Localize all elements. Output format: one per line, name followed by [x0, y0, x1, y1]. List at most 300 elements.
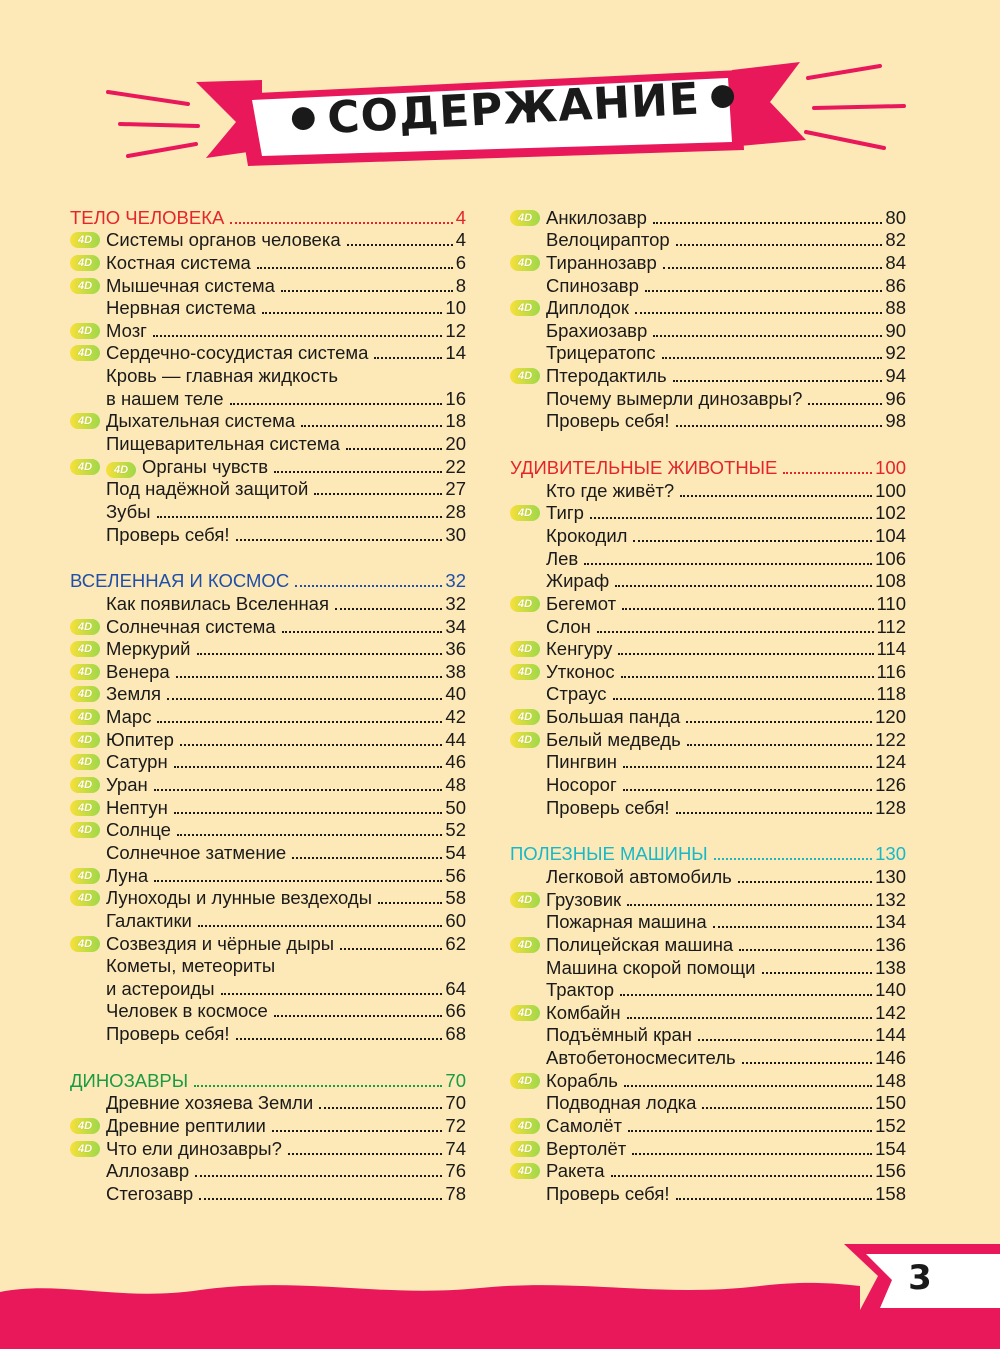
item-title: Кто где живёт?	[546, 479, 675, 501]
toc-item[interactable]	[70, 660, 466, 683]
item-title: Кенгуру	[546, 638, 613, 660]
badge-slot	[70, 433, 106, 455]
section-page: 100	[875, 457, 906, 479]
badge-slot	[510, 1024, 546, 1046]
badge-slot	[70, 955, 106, 977]
dot-leader	[663, 267, 883, 269]
toc-item[interactable]	[510, 615, 906, 638]
item-title: Пожарная машина	[546, 911, 707, 933]
item-page: 60	[445, 909, 466, 931]
item-title: Легковой автомобиль	[546, 865, 732, 887]
toc-item[interactable]	[510, 773, 906, 796]
badge-slot	[70, 865, 106, 887]
dot-leader	[236, 1038, 443, 1040]
item-page: 36	[445, 638, 466, 660]
item-title: Пингвин	[546, 751, 617, 773]
dot-leader	[274, 1015, 443, 1017]
item-title-continuation: в нашем теле	[106, 387, 224, 409]
badge-slot	[510, 388, 546, 410]
item-page: 78	[445, 1182, 466, 1204]
toc-item[interactable]	[510, 502, 906, 525]
item-page: 150	[875, 1092, 906, 1114]
item-title: Проверь себя!	[546, 796, 670, 818]
ar-4d-icon: 4D	[70, 754, 100, 770]
item-page: 132	[875, 888, 906, 910]
item-title: Уран	[106, 774, 148, 796]
dot-leader	[627, 1017, 873, 1019]
toc-item[interactable]	[510, 1182, 906, 1205]
toc-item[interactable]	[510, 364, 906, 387]
item-page: 152	[875, 1114, 906, 1136]
toc-item[interactable]	[510, 547, 906, 570]
toc-item[interactable]	[70, 638, 466, 661]
item-page: 146	[875, 1047, 906, 1069]
item-title: Венера	[106, 660, 170, 682]
item-page: 70	[445, 1092, 466, 1114]
toc-item[interactable]	[510, 979, 906, 1002]
banner-stroke	[808, 66, 880, 78]
ar-4d-icon: 4D	[70, 255, 100, 271]
badge-slot	[510, 1092, 546, 1114]
footer-band	[0, 1240, 1000, 1349]
dot-leader	[194, 1085, 442, 1087]
toc-item[interactable]	[510, 705, 906, 728]
toc-item[interactable]	[70, 773, 466, 796]
toc-item[interactable]	[510, 1001, 906, 1024]
item-page: 142	[875, 1001, 906, 1023]
badge-slot	[510, 207, 546, 229]
toc-item[interactable]	[510, 206, 906, 229]
badge-slot	[510, 706, 546, 728]
item-page: 84	[885, 251, 906, 273]
dot-leader	[590, 517, 872, 519]
badge-slot	[70, 275, 106, 297]
section-page: 4	[455, 206, 466, 228]
dot-leader	[347, 244, 453, 246]
toc-item[interactable]	[70, 1182, 466, 1205]
dot-leader	[713, 926, 872, 928]
toc-column-right	[510, 206, 906, 1229]
item-title: Под надёжной защитой	[106, 478, 309, 500]
toc-item[interactable]	[510, 911, 906, 934]
item-page: 118	[876, 683, 906, 705]
dot-leader	[174, 766, 443, 768]
item-title: Галактики	[106, 909, 192, 931]
toc-item[interactable]	[70, 432, 466, 455]
toc-item[interactable]	[70, 864, 466, 887]
item-page: 20	[445, 433, 466, 455]
toc-item[interactable]	[70, 909, 466, 932]
ar-4d-icon: 4D	[510, 300, 540, 316]
item-title: Трактор	[546, 979, 614, 1001]
toc-item[interactable]	[510, 387, 906, 410]
toc-item[interactable]	[70, 478, 466, 501]
dot-leader	[633, 540, 872, 542]
item-page: 138	[875, 956, 906, 978]
badge-slot	[510, 616, 546, 638]
badge-slot	[510, 751, 546, 773]
item-page: 120	[875, 706, 906, 728]
toc-item[interactable]	[70, 796, 466, 819]
item-page: 158	[875, 1182, 906, 1204]
item-page: 96	[885, 387, 906, 409]
ar-4d-icon: 4D	[70, 323, 100, 339]
item-page: 58	[445, 887, 466, 909]
dot-leader	[153, 335, 442, 337]
badge-slot	[70, 388, 106, 410]
dot-leader	[335, 608, 442, 610]
item-page: 48	[445, 774, 466, 796]
item-title: Стегозавр	[106, 1182, 194, 1204]
item-page: 112	[876, 615, 906, 637]
item-title: Луна	[106, 864, 149, 886]
bullet-icon: ●	[708, 76, 738, 113]
dot-leader	[257, 267, 453, 269]
section-title: ДИНОЗАВРЫ	[70, 1069, 189, 1091]
dot-leader	[611, 1175, 873, 1177]
toc-item[interactable]	[510, 570, 906, 593]
dot-leader	[195, 1175, 442, 1177]
item-title: Грузовик	[546, 888, 622, 910]
item-page: 106	[875, 547, 906, 569]
toc-item[interactable]	[510, 592, 906, 615]
dot-leader	[676, 244, 883, 246]
badge-slot	[510, 275, 546, 297]
badge-slot	[510, 957, 546, 979]
dot-leader	[177, 834, 442, 836]
item-title: Мышечная система	[106, 274, 275, 296]
item-page: 126	[875, 774, 906, 796]
dot-leader	[314, 493, 442, 495]
ar-4d-icon: 4D	[510, 709, 540, 725]
item-page: 46	[445, 751, 466, 773]
item-page: 38	[445, 660, 466, 682]
badge-slot	[510, 774, 546, 796]
ar-4d-icon: 4D	[510, 664, 540, 680]
ar-4d-icon: 4D	[70, 345, 100, 361]
badge-slot	[510, 661, 546, 683]
dot-leader	[319, 1107, 442, 1109]
toc-item[interactable]	[510, 274, 906, 297]
section-title: ВСЕЛЕННАЯ И КОСМОС	[70, 570, 290, 592]
toc-item[interactable]	[70, 1160, 466, 1183]
item-title: Белый медведь	[546, 728, 681, 750]
badge-slot	[70, 342, 106, 364]
toc-item[interactable]	[510, 1069, 906, 1092]
toc-item[interactable]	[70, 251, 466, 274]
item-page: 104	[875, 524, 906, 546]
toc-item[interactable]	[510, 956, 906, 979]
ar-4d-icon: 4D	[70, 868, 100, 884]
dot-leader	[597, 631, 874, 633]
toc-item[interactable]	[510, 888, 906, 911]
ar-4d-icon: 4D	[510, 255, 540, 271]
item-title: Страус	[546, 683, 607, 705]
item-page: 6	[455, 251, 466, 273]
item-title: Сердечно-сосудистая система	[106, 342, 369, 364]
item-title: Как появилась Вселенная	[106, 592, 329, 614]
item-title: Аллозавр	[106, 1160, 190, 1182]
toc-item[interactable]	[510, 638, 906, 661]
badge-slot	[510, 593, 546, 615]
dot-leader	[198, 925, 443, 927]
dot-leader	[199, 1198, 442, 1200]
badge-slot	[70, 887, 106, 909]
dot-leader	[623, 766, 872, 768]
toc-item[interactable]	[70, 1137, 466, 1160]
toc-item[interactable]	[510, 410, 906, 433]
section-heading[interactable]	[510, 843, 906, 866]
item-title: Носорог	[546, 774, 617, 796]
dot-leader	[295, 585, 442, 587]
toc-item[interactable]	[510, 1114, 906, 1137]
dot-leader	[272, 1130, 443, 1132]
item-page: 130	[875, 865, 906, 887]
badge-slot	[70, 819, 106, 841]
ar-4d-icon: 4D	[106, 462, 136, 478]
toc-item[interactable]	[70, 932, 466, 955]
item-page: 122	[875, 728, 906, 750]
dot-leader	[742, 1062, 872, 1064]
dot-leader	[676, 812, 873, 814]
dot-leader	[613, 698, 874, 700]
badge-slot	[70, 910, 106, 932]
toc-item[interactable]	[510, 683, 906, 706]
badge-slot	[70, 774, 106, 796]
item-title: Комбайн	[546, 1001, 621, 1023]
item-page: 82	[885, 229, 906, 251]
ar-4d-icon: 4D	[510, 1005, 540, 1021]
item-title: Нептун	[106, 796, 168, 818]
toc-item[interactable]	[70, 410, 466, 433]
item-title: Дыхательная система	[106, 410, 296, 432]
dot-leader	[686, 721, 872, 723]
badge-slot	[70, 616, 106, 638]
toc-item[interactable]	[70, 297, 466, 320]
item-title: Тираннозавр	[546, 251, 657, 273]
item-page: 74	[445, 1137, 466, 1159]
item-title: Корабль	[546, 1069, 618, 1091]
toc-item[interactable]	[510, 229, 906, 252]
dot-leader	[154, 789, 443, 791]
item-title: Древние рептилии	[106, 1114, 266, 1136]
item-title: Меркурий	[106, 638, 191, 660]
toc-item-continuation[interactable]	[70, 387, 466, 410]
item-page: 18	[445, 410, 466, 432]
toc-item[interactable]	[510, 1160, 906, 1183]
item-page: 144	[875, 1024, 906, 1046]
toc-item[interactable]	[70, 523, 466, 546]
toc-item[interactable]	[510, 796, 906, 819]
toc-item[interactable]	[510, 728, 906, 751]
item-title: Системы органов человека	[106, 229, 341, 251]
item-title: Солнечное затмение	[106, 841, 287, 863]
section-heading[interactable]	[70, 1069, 466, 1092]
toc-item[interactable]	[70, 728, 466, 751]
item-page: 12	[445, 319, 466, 341]
dot-leader	[340, 948, 442, 950]
ar-4d-icon: 4D	[70, 822, 100, 838]
toc-item[interactable]	[510, 1046, 906, 1069]
toc-item[interactable]	[70, 500, 466, 523]
badge-slot	[510, 911, 546, 933]
item-title: Утконос	[546, 660, 615, 682]
toc-item[interactable]	[70, 683, 466, 706]
toc-item[interactable]	[70, 455, 466, 478]
item-page: 16	[445, 387, 466, 409]
banner-stroke	[108, 92, 188, 104]
badge-slot	[70, 229, 106, 251]
dot-leader	[281, 290, 453, 292]
badge-slot	[70, 1115, 106, 1137]
badge-slot	[70, 661, 106, 683]
toc-section	[510, 843, 906, 1205]
badge-slot	[510, 866, 546, 888]
toc-section	[70, 570, 466, 1045]
badge-slot	[70, 933, 106, 955]
toc-item[interactable]	[510, 319, 906, 342]
item-title: Большая панда	[546, 706, 681, 728]
section-heading[interactable]	[70, 206, 466, 229]
toc-item[interactable]	[70, 887, 466, 910]
badge-slot	[70, 1160, 106, 1182]
toc-item[interactable]	[70, 274, 466, 297]
ar-4d-icon: 4D	[70, 800, 100, 816]
badge-slot	[70, 1138, 106, 1160]
dot-leader	[621, 676, 874, 678]
toc-item[interactable]	[510, 1092, 906, 1115]
toc-item[interactable]	[70, 229, 466, 252]
dot-leader	[687, 744, 872, 746]
dot-leader	[702, 1107, 872, 1109]
item-page: 88	[885, 297, 906, 319]
item-page: 8	[455, 274, 466, 296]
toc-item[interactable]	[510, 524, 906, 547]
badge-slot	[510, 934, 546, 956]
toc-item[interactable]	[510, 933, 906, 956]
toc-item[interactable]	[510, 1024, 906, 1047]
dot-leader	[584, 563, 872, 565]
badge-slot	[510, 1047, 546, 1069]
ar-4d-icon: 4D	[70, 1118, 100, 1134]
toc-item[interactable]	[510, 342, 906, 365]
item-page: 44	[445, 728, 466, 750]
badge-slot	[70, 751, 106, 773]
toc-item[interactable]	[510, 751, 906, 774]
toc-item[interactable]	[70, 319, 466, 342]
dot-leader	[628, 1130, 872, 1132]
item-page: 28	[445, 500, 466, 522]
dot-leader	[762, 972, 873, 974]
item-title: Лев	[546, 547, 579, 569]
toc-item[interactable]	[70, 841, 466, 864]
item-page: 98	[885, 410, 906, 432]
section-title: УДИВИТЕЛЬНЫЕ ЖИВОТНЫЕ	[510, 457, 778, 479]
dot-leader	[167, 698, 442, 700]
badge-slot	[510, 525, 546, 547]
badge-slot	[510, 683, 546, 705]
toc-item[interactable]	[70, 1000, 466, 1023]
toc-item[interactable]	[510, 297, 906, 320]
toc-item[interactable]	[70, 751, 466, 774]
toc-item[interactable]	[510, 479, 906, 502]
item-page: 148	[875, 1069, 906, 1091]
badge-slot	[510, 342, 546, 364]
item-page: 54	[445, 841, 466, 863]
toc-item[interactable]	[510, 1137, 906, 1160]
ar-4d-icon: 4D	[70, 936, 100, 952]
badge-slot	[510, 365, 546, 387]
dot-leader	[808, 403, 882, 405]
ar-4d-icon: 4D	[70, 1141, 100, 1157]
item-page: 92	[885, 342, 906, 364]
dot-leader	[301, 425, 442, 427]
badge-slot	[510, 252, 546, 274]
toc-item[interactable]	[70, 342, 466, 365]
item-title: Кометы, метеориты	[106, 955, 276, 977]
toc-item[interactable]	[70, 955, 466, 978]
dot-leader	[624, 1085, 872, 1087]
badge-slot	[510, 297, 546, 319]
item-title: Древние хозяева Земли	[106, 1092, 314, 1114]
item-page: 90	[885, 319, 906, 341]
item-title: Кровь — главная жидкость	[106, 365, 338, 387]
item-title: Бегемот	[546, 592, 617, 614]
toc-item[interactable]	[510, 660, 906, 683]
dot-leader	[632, 1153, 872, 1155]
section-heading[interactable]	[510, 456, 906, 479]
toc-section	[70, 1069, 466, 1205]
item-page: 62	[445, 932, 466, 954]
toc-item[interactable]	[70, 705, 466, 728]
section-heading[interactable]	[70, 570, 466, 593]
badge-slot	[510, 1115, 546, 1137]
item-title: Земля	[106, 683, 161, 705]
toc-item[interactable]	[70, 1022, 466, 1045]
ar-4d-icon: 4D	[510, 1118, 540, 1134]
dot-leader	[262, 312, 443, 314]
item-title: Проверь себя!	[106, 523, 230, 545]
toc-item[interactable]	[510, 865, 906, 888]
toc-item[interactable]	[70, 1092, 466, 1115]
badge-slot	[70, 593, 106, 615]
item-page: 102	[875, 502, 906, 524]
ar-4d-icon: 4D	[510, 505, 540, 521]
item-title: Трицератопс	[546, 342, 656, 364]
toc-item[interactable]	[70, 1114, 466, 1137]
toc-item-continuation[interactable]	[70, 977, 466, 1000]
toc-item[interactable]	[510, 251, 906, 274]
item-title: Тигр	[546, 502, 584, 524]
item-title: Полицейская машина	[546, 933, 734, 955]
item-title: Что ели динозавры?	[106, 1137, 282, 1159]
toc-item[interactable]	[70, 615, 466, 638]
page-number: 3	[908, 1258, 932, 1298]
dot-leader	[653, 222, 882, 224]
item-page: 134	[875, 911, 906, 933]
badge-slot	[70, 297, 106, 319]
dot-leader	[623, 789, 872, 791]
toc-section	[510, 206, 906, 432]
toc-item[interactable]	[70, 819, 466, 842]
dot-leader	[176, 676, 443, 678]
item-title: Юпитер	[106, 728, 174, 750]
toc-item[interactable]	[70, 592, 466, 615]
toc-item[interactable]	[70, 364, 466, 387]
badge-slot	[70, 729, 106, 751]
section-page: 32	[445, 570, 466, 592]
ar-4d-icon: 4D	[510, 1163, 540, 1179]
